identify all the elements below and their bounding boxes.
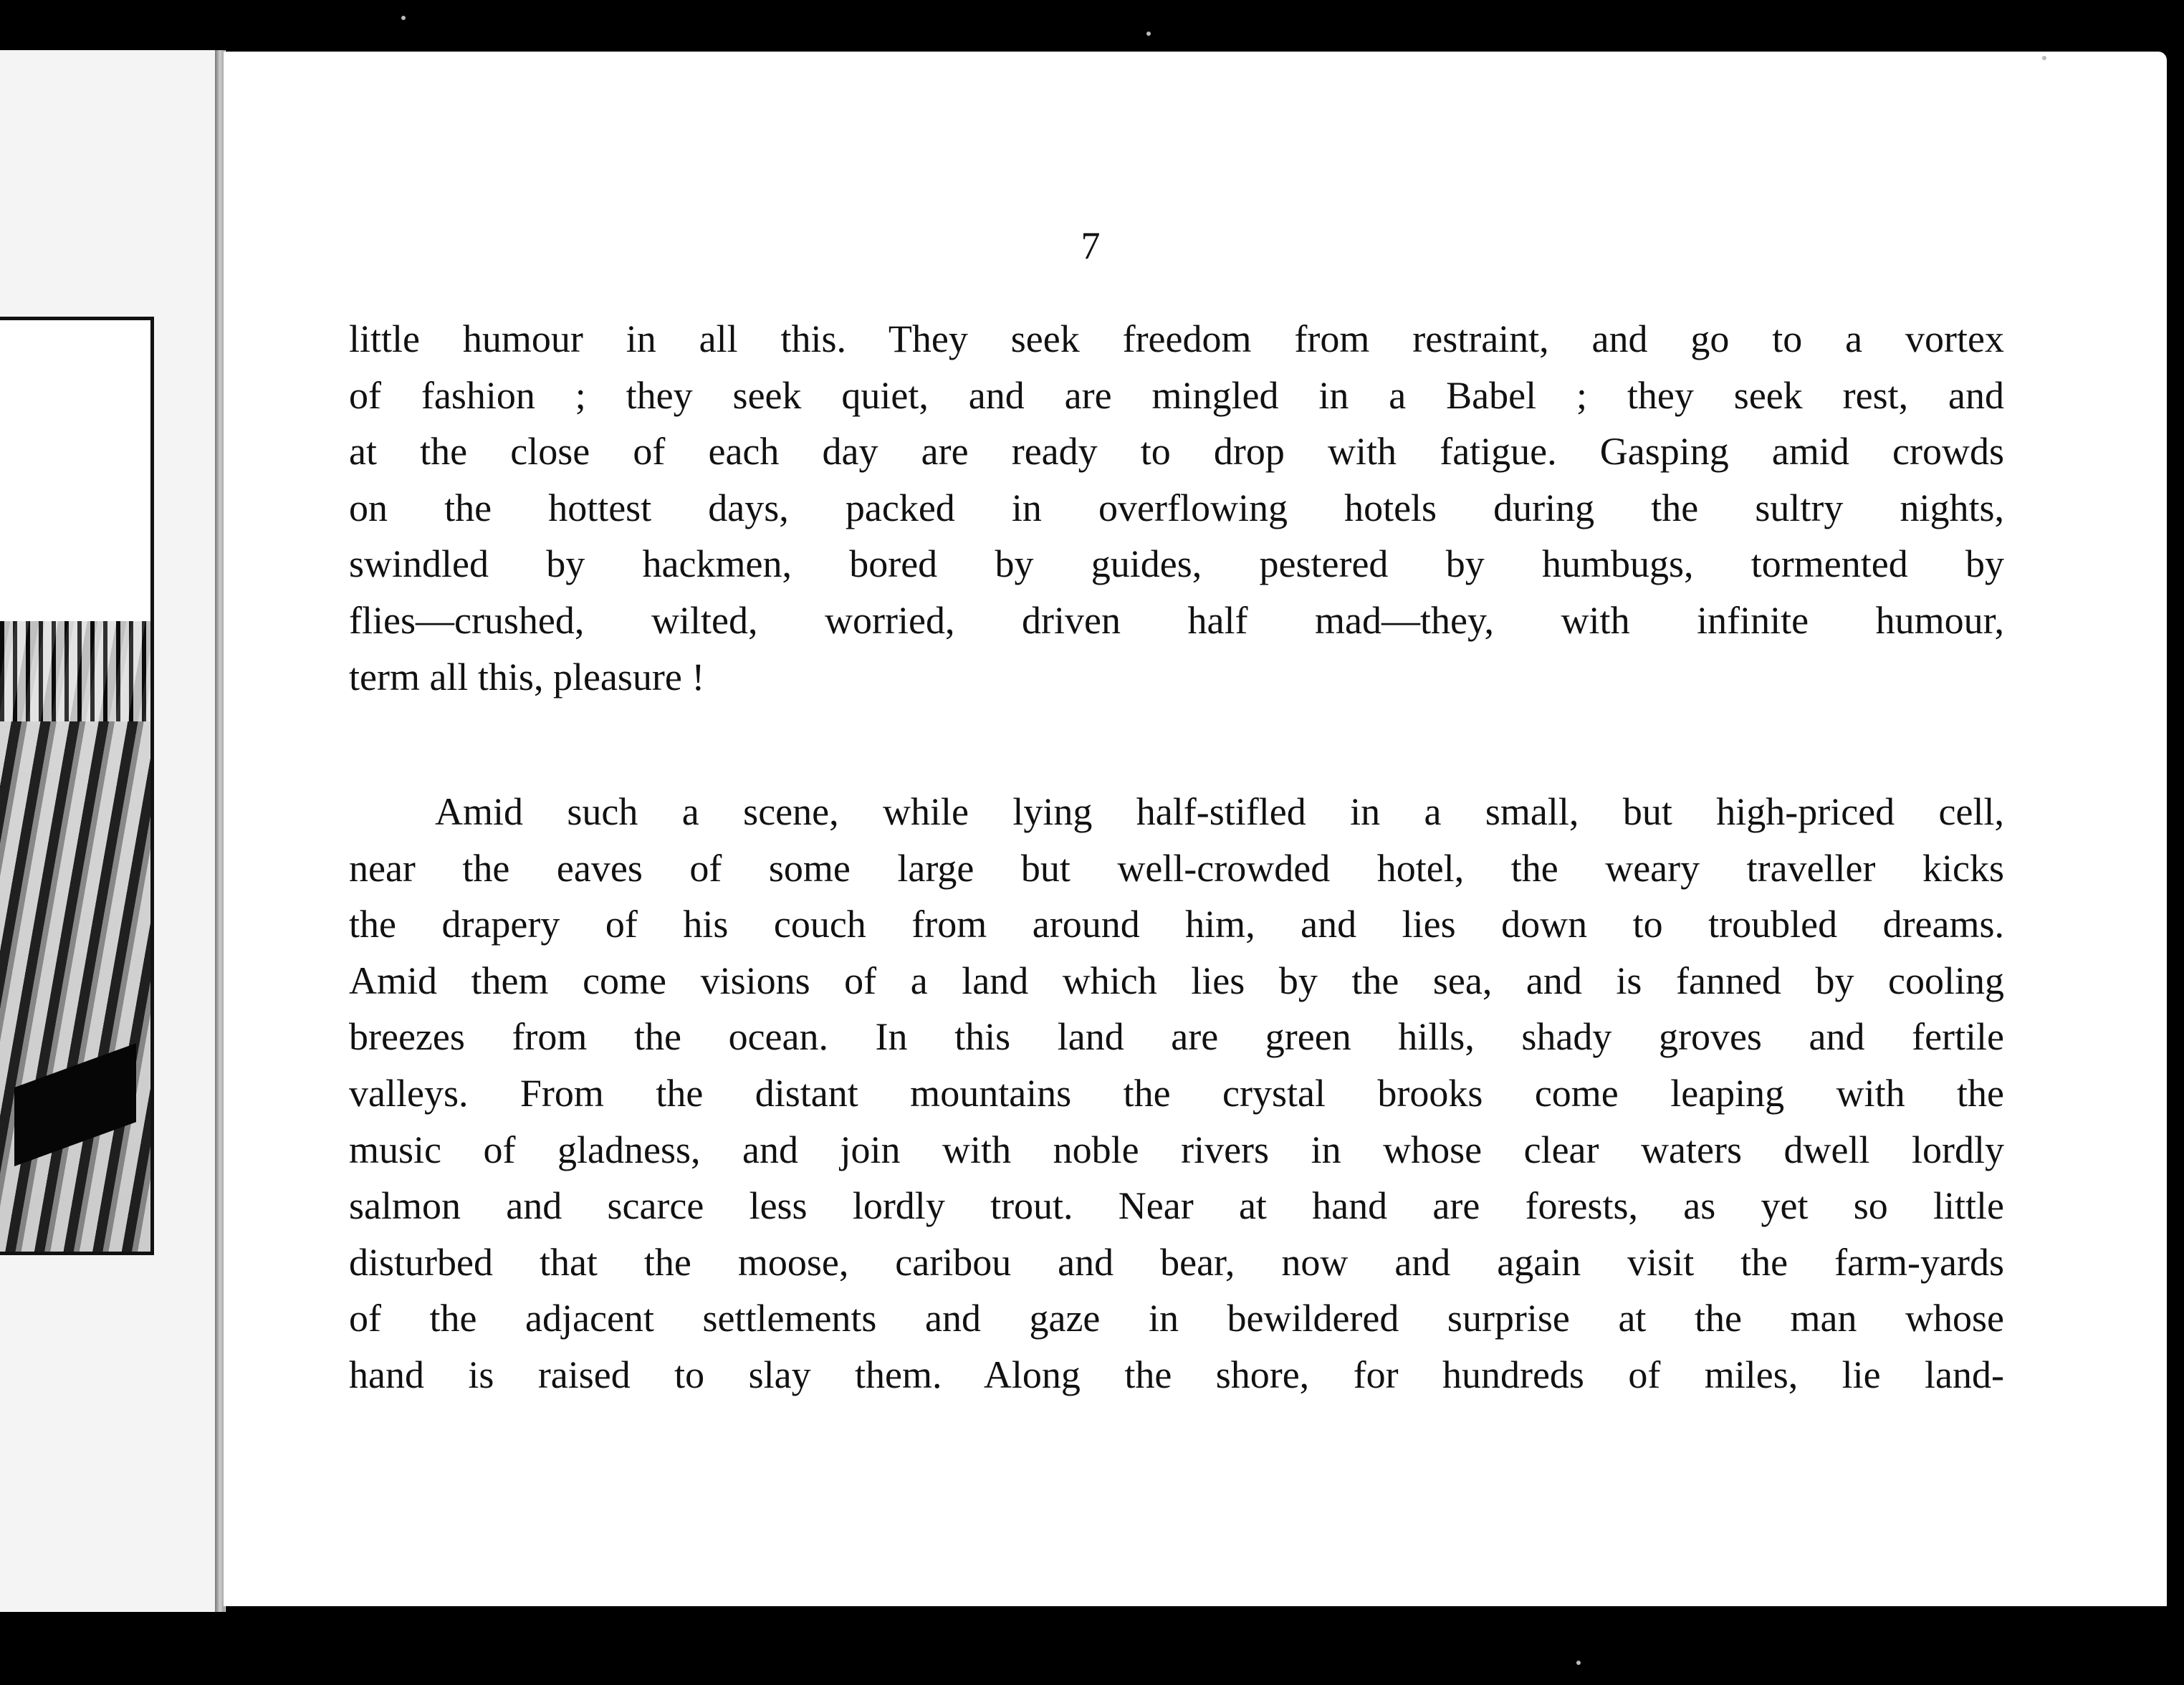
text-line: the drapery of his couch from around him, and lies down to troubled dreams. bbox=[349, 903, 2004, 946]
scan-speck bbox=[401, 16, 406, 20]
text-line: Amid them come visions of a land which lies by the sea, and is fanned by cooling bbox=[349, 959, 2004, 1002]
paragraph-2 bbox=[349, 784, 2004, 1403]
text-line: term all this, pleasure ! bbox=[349, 655, 705, 699]
text-line: valleys. From the distant mountains the crystal brooks come leaping with the bbox=[349, 1071, 2004, 1115]
text-line: of the adjacent settlements and gaze in bewildered surprise at the man whose bbox=[349, 1297, 2004, 1340]
text-line: breezes from the ocean. In this land are green hills, shady groves and fertile bbox=[349, 1015, 2004, 1059]
text-line: near the eaves of some large but well-crowded hotel, the weary traveller kicks bbox=[349, 846, 2004, 890]
text-line: salmon and scarce less lordly trout. Near at hand are forests, as yet so little bbox=[349, 1184, 2004, 1228]
text-line: hand is raised to slay them. Along the shore, for hundreds of miles, lie land- bbox=[349, 1353, 2004, 1396]
text-line: disturbed that the moose, caribou and bear, now and again visit the farm-yards bbox=[349, 1240, 2004, 1284]
page-number: 7 bbox=[1081, 224, 1101, 267]
text-line: on the hottest days, packed in overflowing hotels during the sultry nights, bbox=[349, 486, 2004, 529]
text-line: at the close of each day are ready to drop with fatigue. Gasping amid crowds bbox=[349, 430, 2004, 474]
text-line: Amid such a scene, while lying half-stifled in a small, but high-priced cell, bbox=[435, 790, 2004, 833]
facing-page-photograph bbox=[0, 317, 154, 1255]
text-line: of fashion ; they seek quiet, and are mingled in a Babel ; they seek rest, and bbox=[349, 373, 2004, 417]
text-line: music of gladness, and join with noble rivers in whose clear waters dwell lordly bbox=[349, 1128, 2004, 1171]
scan-speck bbox=[2042, 56, 2046, 60]
paragraph-1 bbox=[349, 311, 2004, 705]
scan-speck bbox=[1146, 32, 1151, 36]
text-line: little humour in all this. They seek freedom from restraint, and go to a vortex bbox=[349, 317, 2004, 360]
scan-speck bbox=[1576, 1661, 1581, 1665]
facing-page-fragment bbox=[0, 50, 226, 1612]
text-line: swindled by hackmen, bored by guides, pestered by humbugs, tormented by bbox=[349, 542, 2004, 586]
text-line: flies—crushed, wilted, worried, driven half mad—they, with infinite humour, bbox=[349, 598, 2004, 642]
photograph-image bbox=[0, 621, 150, 1255]
book-page bbox=[224, 52, 2167, 1606]
